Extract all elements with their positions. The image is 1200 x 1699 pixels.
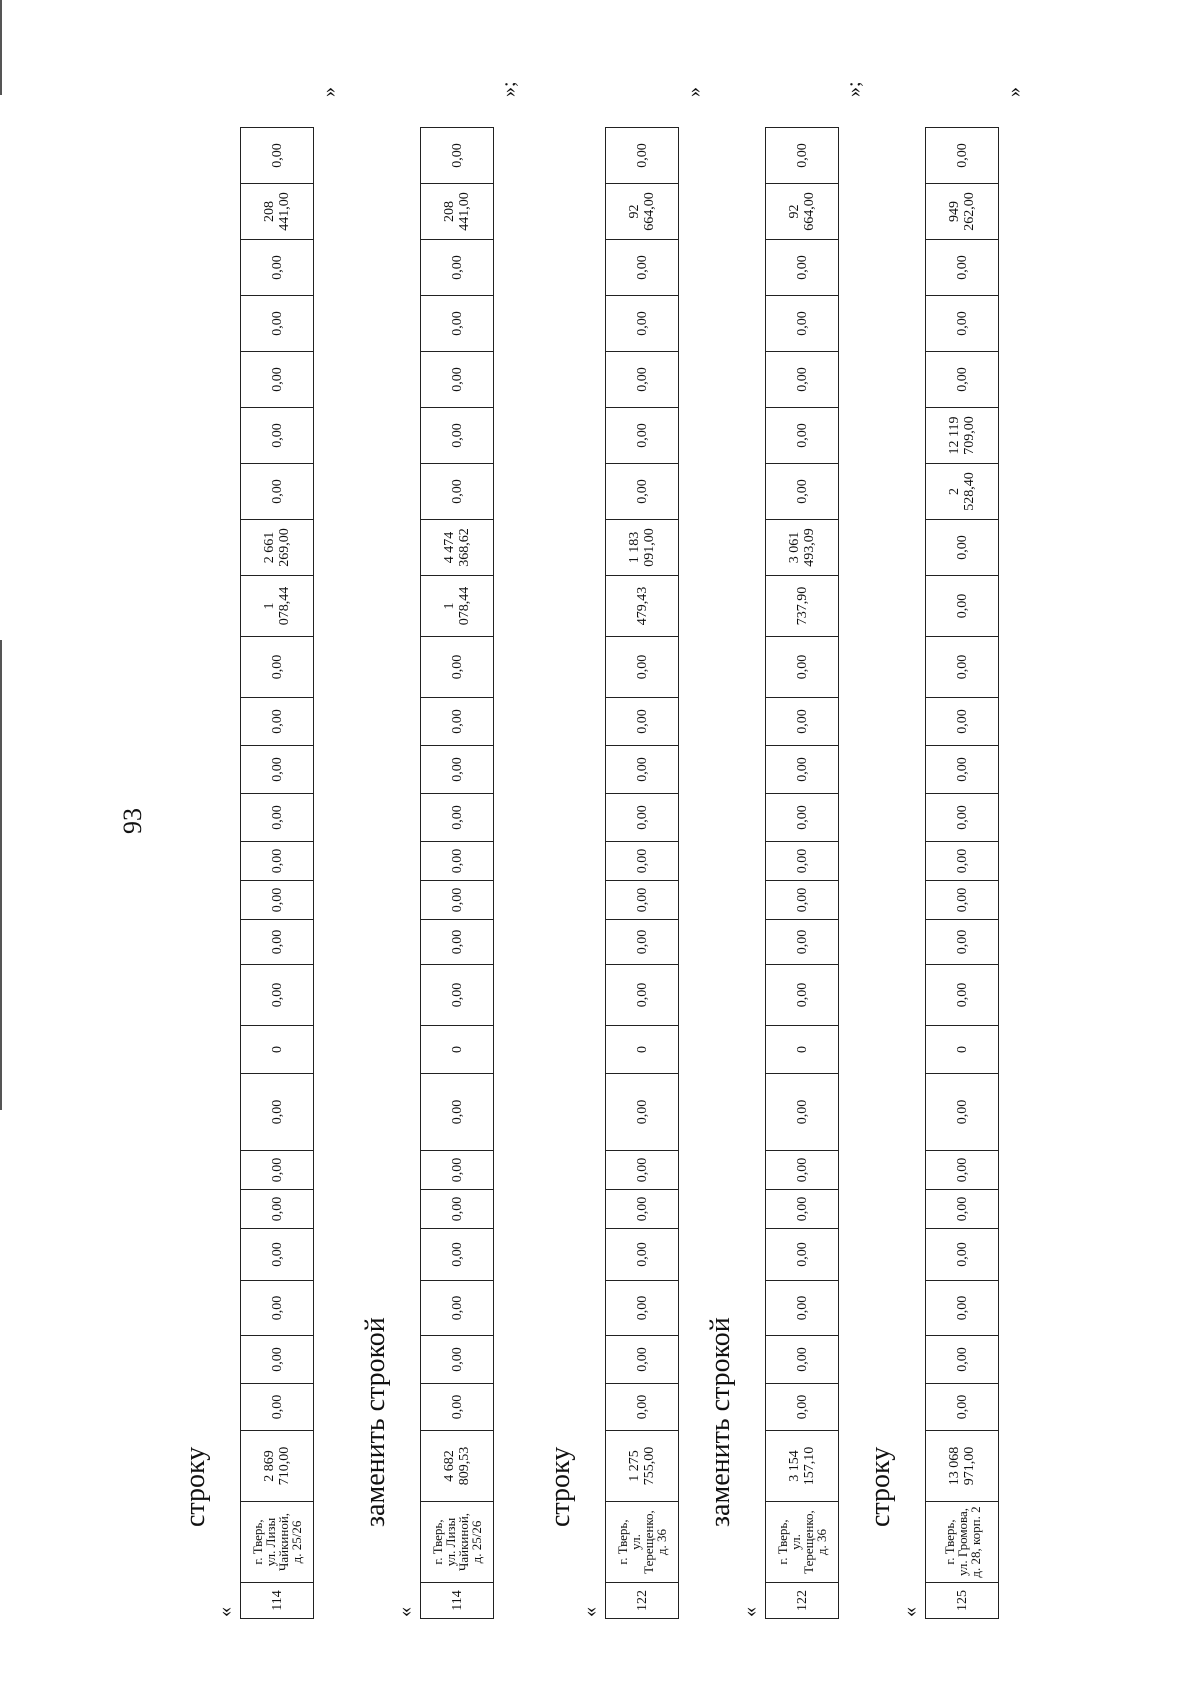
value-cell: 0,00 — [766, 1384, 839, 1431]
row-number-cell: 125 — [926, 1583, 999, 1619]
value-cell: 0,00 — [241, 1229, 314, 1281]
value-cell: 0,00 — [421, 746, 494, 794]
section-label: строку — [545, 1446, 576, 1527]
row-number-cell: 114 — [241, 1583, 314, 1619]
value-cell: 1 078,44 — [421, 576, 494, 637]
value-cell: 1 275 755,00 — [606, 1431, 679, 1502]
value-cell: 0,00 — [606, 464, 679, 520]
value-cell: 0,00 — [421, 408, 494, 464]
address-cell: г. Тверь, ул. Лизы Чайкиной, д. 25/26 — [421, 1502, 494, 1583]
close-quote: »; — [843, 81, 865, 97]
value-cell: 0,00 — [421, 128, 494, 184]
value-cell: 0,00 — [926, 920, 999, 965]
data-table — [925, 127, 999, 1619]
value-cell: 1 183 091,00 — [606, 520, 679, 576]
value-cell: 0,00 — [766, 296, 839, 352]
open-quote: « — [579, 1607, 601, 1617]
value-cell: 0,00 — [421, 352, 494, 408]
value-cell: 0,00 — [241, 920, 314, 965]
value-cell: 0,00 — [241, 240, 314, 296]
value-cell: 0,00 — [241, 1151, 314, 1190]
value-cell: 0,00 — [241, 408, 314, 464]
data-table — [765, 127, 839, 1619]
value-cell: 208 441,00 — [241, 184, 314, 240]
value-cell: 0,00 — [606, 1151, 679, 1190]
value-cell: 0,00 — [766, 842, 839, 881]
value-cell: 92 664,00 — [606, 184, 679, 240]
value-cell: 0,00 — [766, 1190, 839, 1229]
value-cell: 0,00 — [606, 1336, 679, 1384]
value-cell: 0,00 — [421, 1074, 494, 1151]
value-cell: 0,00 — [766, 1151, 839, 1190]
value-cell: 13 068 971,00 — [926, 1431, 999, 1502]
value-cell: 0 — [606, 1026, 679, 1074]
open-quote: « — [899, 1607, 921, 1617]
table-row — [421, 128, 494, 1619]
value-cell: 0,00 — [606, 352, 679, 408]
value-cell: 0,00 — [926, 1074, 999, 1151]
value-cell: 92 664,00 — [766, 184, 839, 240]
value-cell: 0,00 — [241, 296, 314, 352]
value-cell: 0,00 — [421, 842, 494, 881]
value-cell: 0,00 — [926, 1151, 999, 1190]
value-cell: 0,00 — [606, 698, 679, 746]
value-cell: 0,00 — [766, 637, 839, 698]
section-label: заменить строкой — [360, 1317, 391, 1527]
data-table — [420, 127, 494, 1619]
section-label: заменить строкой — [705, 1317, 736, 1527]
value-cell: 0,00 — [421, 1336, 494, 1384]
value-cell: 0,00 — [241, 352, 314, 408]
value-cell: 0,00 — [241, 746, 314, 794]
value-cell: 0 — [421, 1026, 494, 1074]
value-cell: 0,00 — [421, 794, 494, 842]
value-cell: 0,00 — [606, 746, 679, 794]
value-cell: 0,00 — [766, 881, 839, 920]
value-cell: 0,00 — [241, 1384, 314, 1431]
value-cell: 0,00 — [766, 1229, 839, 1281]
page-number: 93 — [118, 808, 147, 834]
value-cell: 0,00 — [766, 698, 839, 746]
value-cell: 0,00 — [926, 352, 999, 408]
value-cell: 0,00 — [926, 296, 999, 352]
value-cell: 0,00 — [926, 746, 999, 794]
table-row — [766, 128, 839, 1619]
value-cell: 4 474 368,62 — [421, 520, 494, 576]
table-row — [241, 128, 314, 1619]
value-cell: 1 078,44 — [241, 576, 314, 637]
value-cell: 479,43 — [606, 576, 679, 637]
value-cell: 0,00 — [926, 965, 999, 1026]
value-cell: 0,00 — [926, 1281, 999, 1336]
close-quote: »; — [498, 81, 520, 97]
value-cell: 0,00 — [766, 128, 839, 184]
value-cell: 0,00 — [606, 1190, 679, 1229]
value-cell: 0,00 — [926, 842, 999, 881]
value-cell: 0,00 — [241, 1281, 314, 1336]
value-cell: 0,00 — [241, 1336, 314, 1384]
value-cell: 0,00 — [766, 464, 839, 520]
value-cell: 0,00 — [606, 920, 679, 965]
value-cell: 0,00 — [421, 698, 494, 746]
data-table — [605, 127, 679, 1619]
value-cell: 0,00 — [241, 698, 314, 746]
value-cell: 0,00 — [926, 637, 999, 698]
value-cell: 0,00 — [606, 1229, 679, 1281]
value-cell: 0,00 — [926, 576, 999, 637]
value-cell: 0,00 — [926, 698, 999, 746]
value-cell: 0,00 — [241, 637, 314, 698]
value-cell: 0,00 — [766, 352, 839, 408]
data-table — [240, 127, 314, 1619]
value-cell: 0,00 — [421, 881, 494, 920]
value-cell: 0,00 — [926, 1229, 999, 1281]
address-cell: г. Тверь, ул. Лизы Чайкиной, д. 25/26 — [241, 1502, 314, 1583]
value-cell: 0,00 — [241, 842, 314, 881]
table-row — [606, 128, 679, 1619]
value-cell: 0,00 — [241, 128, 314, 184]
address-cell: г. Тверь, ул. Громова, д. 28, корп. 2 — [926, 1502, 999, 1583]
value-cell: 949 262,00 — [926, 184, 999, 240]
value-cell: 0,00 — [606, 842, 679, 881]
open-quote: « — [739, 1607, 761, 1617]
value-cell: 0,00 — [241, 965, 314, 1026]
value-cell: 0,00 — [926, 1336, 999, 1384]
value-cell: 0,00 — [421, 1384, 494, 1431]
value-cell: 0,00 — [241, 794, 314, 842]
value-cell: 0,00 — [606, 637, 679, 698]
value-cell: 0,00 — [926, 794, 999, 842]
value-cell: 0,00 — [421, 1229, 494, 1281]
value-cell: 0,00 — [606, 408, 679, 464]
value-cell: 0,00 — [606, 881, 679, 920]
close-quote: » — [1003, 87, 1025, 97]
value-cell: 12 119 709,00 — [926, 408, 999, 464]
value-cell: 0,00 — [926, 520, 999, 576]
value-cell: 0,00 — [766, 794, 839, 842]
value-cell: 4 682 809,53 — [421, 1431, 494, 1502]
value-cell: 0,00 — [926, 240, 999, 296]
value-cell: 0,00 — [421, 920, 494, 965]
value-cell: 0,00 — [421, 1190, 494, 1229]
value-cell: 2 528,40 — [926, 464, 999, 520]
value-cell: 0,00 — [926, 128, 999, 184]
value-cell: 0,00 — [766, 746, 839, 794]
value-cell: 208 441,00 — [421, 184, 494, 240]
value-cell: 0,00 — [766, 1336, 839, 1384]
value-cell: 0,00 — [766, 965, 839, 1026]
value-cell: 0,00 — [606, 1384, 679, 1431]
value-cell: 3 154 157,10 — [766, 1431, 839, 1502]
value-cell: 0,00 — [421, 1281, 494, 1336]
value-cell: 0,00 — [606, 128, 679, 184]
value-cell: 0,00 — [766, 920, 839, 965]
value-cell: 0,00 — [606, 1281, 679, 1336]
close-quote: » — [318, 87, 340, 97]
value-cell: 0,00 — [766, 1281, 839, 1336]
value-cell: 0,00 — [766, 1074, 839, 1151]
value-cell: 2 661 269,00 — [241, 520, 314, 576]
value-cell: 0,00 — [241, 1190, 314, 1229]
value-cell: 0,00 — [241, 881, 314, 920]
value-cell: 0,00 — [421, 240, 494, 296]
value-cell: 0,00 — [606, 296, 679, 352]
open-quote: « — [214, 1607, 236, 1617]
value-cell: 0,00 — [421, 637, 494, 698]
section-label: строку — [865, 1446, 896, 1527]
value-cell: 0,00 — [421, 296, 494, 352]
value-cell: 0,00 — [421, 1151, 494, 1190]
value-cell: 0,00 — [926, 1384, 999, 1431]
value-cell: 3 061 493,09 — [766, 520, 839, 576]
value-cell: 0,00 — [926, 1190, 999, 1229]
address-cell: г. Тверь, ул. Терещенко, д. 36 — [606, 1502, 679, 1583]
address-cell: г. Тверь, ул. Терещенко, д. 36 — [766, 1502, 839, 1583]
table-row — [926, 128, 999, 1619]
section-label: строку — [180, 1446, 211, 1527]
value-cell: 0,00 — [421, 965, 494, 1026]
row-number-cell: 114 — [421, 1583, 494, 1619]
open-quote: « — [394, 1607, 416, 1617]
value-cell: 0 — [766, 1026, 839, 1074]
value-cell: 0 — [241, 1026, 314, 1074]
value-cell: 0,00 — [606, 240, 679, 296]
value-cell: 0,00 — [241, 1074, 314, 1151]
value-cell: 0,00 — [606, 965, 679, 1026]
value-cell: 0,00 — [421, 464, 494, 520]
value-cell: 0,00 — [606, 1074, 679, 1151]
row-number-cell: 122 — [766, 1583, 839, 1619]
value-cell: 0 — [926, 1026, 999, 1074]
value-cell: 0,00 — [926, 881, 999, 920]
value-cell: 0,00 — [241, 464, 314, 520]
value-cell: 2 869 710,00 — [241, 1431, 314, 1502]
value-cell: 0,00 — [766, 240, 839, 296]
row-number-cell: 122 — [606, 1583, 679, 1619]
value-cell: 0,00 — [606, 794, 679, 842]
value-cell: 0,00 — [766, 408, 839, 464]
value-cell: 737,90 — [766, 576, 839, 637]
close-quote: » — [683, 87, 705, 97]
